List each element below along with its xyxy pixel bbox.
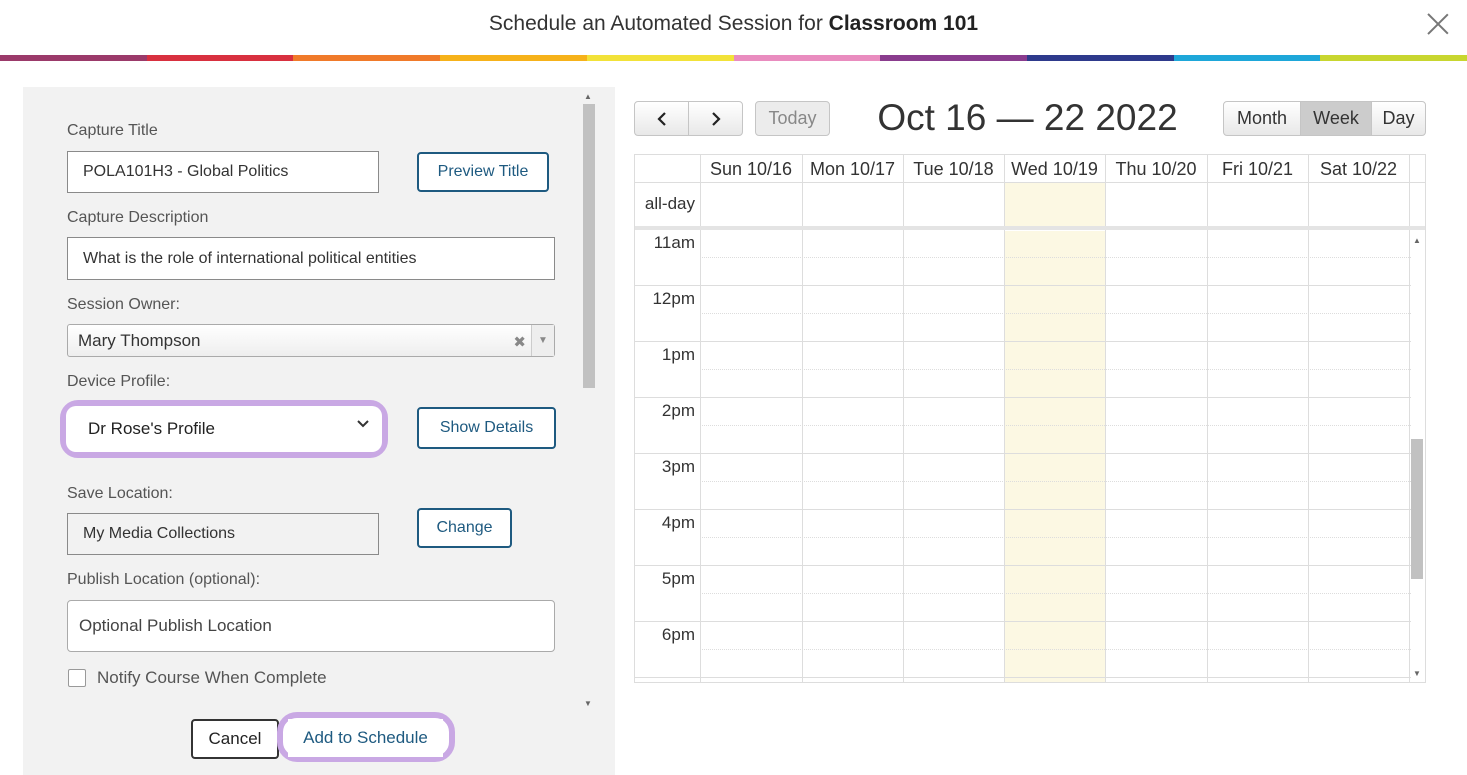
change-button[interactable]: Change — [417, 508, 512, 548]
time-label: 2pm — [661, 401, 695, 420]
dialog-title-room: Classroom 101 — [828, 12, 979, 35]
session-owner-value: Mary Thompson — [78, 330, 201, 350]
device-profile-value: Dr Rose's Profile — [88, 419, 216, 438]
grid-line — [635, 565, 1411, 566]
rainbow-segment — [734, 55, 881, 61]
grid-line — [635, 341, 1411, 342]
grid-line — [1308, 155, 1309, 683]
notify-checkbox[interactable] — [68, 669, 86, 687]
grid-line — [700, 537, 1411, 538]
grid-line — [635, 453, 1411, 454]
day-header-sat: Sat 10/22 — [1319, 159, 1398, 179]
time-label: 11am — [653, 233, 695, 252]
scroll-down-icon[interactable]: ▼ — [584, 699, 592, 708]
grid-line — [700, 257, 1411, 258]
view-month-button[interactable]: Month — [1223, 101, 1301, 136]
rainbow-segment — [1174, 55, 1321, 61]
dialog-title — [0, 12, 1467, 36]
rainbow-segment — [0, 55, 147, 61]
time-label: 1pm — [661, 345, 695, 364]
publish-location-input[interactable]: Optional Publish Location — [67, 600, 555, 652]
dropdown-arrow-icon[interactable]: ▼ — [531, 325, 554, 356]
rainbow-segment — [440, 55, 587, 61]
grid-line — [700, 313, 1411, 314]
grid-line — [903, 155, 904, 683]
grid-line — [802, 155, 803, 683]
time-label: 12pm — [652, 289, 695, 308]
today-allday-cell — [1004, 183, 1105, 227]
capture-description-label: Capture Description — [67, 209, 209, 226]
grid-line — [635, 621, 1411, 622]
view-day-button[interactable]: Day — [1371, 101, 1426, 136]
session-owner-label: Session Owner: — [67, 296, 180, 313]
grid-line — [1409, 155, 1410, 683]
rainbow-segment — [880, 55, 1027, 61]
grid-line — [1004, 155, 1005, 683]
time-label: 5pm — [661, 569, 695, 588]
allday-label: all-day — [644, 194, 695, 213]
publish-location-label: Publish Location (optional): — [67, 571, 261, 588]
rainbow-segment — [1320, 55, 1467, 61]
time-label: 3pm — [661, 457, 695, 476]
day-header-thu: Thu 10/20 — [1115, 159, 1197, 179]
day-header-wed: Wed 10/19 — [1011, 159, 1098, 179]
capture-title-label: Capture Title — [67, 122, 158, 139]
session-owner-select[interactable] — [67, 324, 555, 357]
grid-line — [700, 155, 701, 683]
grid-line — [700, 481, 1411, 482]
today-column — [1004, 231, 1105, 682]
grid-line — [1207, 155, 1208, 683]
show-details-button[interactable]: Show Details — [417, 407, 556, 449]
rainbow-segment — [587, 55, 734, 61]
scroll-up-icon[interactable]: ▲ — [584, 92, 592, 101]
grid-line — [700, 649, 1411, 650]
grid-line — [700, 593, 1411, 594]
grid-line — [700, 425, 1411, 426]
day-header-tue: Tue 10/18 — [913, 159, 994, 179]
rainbow-segment — [1027, 55, 1174, 61]
time-label: 6pm — [661, 625, 695, 644]
view-week-button[interactable]: Week — [1300, 101, 1372, 136]
notify-label: Notify Course When Complete — [97, 668, 327, 687]
grid-line — [635, 397, 1411, 398]
dialog-header — [0, 0, 1467, 56]
device-profile-label: Device Profile: — [67, 373, 171, 390]
form-scrollbar-thumb[interactable] — [583, 104, 595, 388]
prev-week-button[interactable] — [634, 101, 689, 136]
save-location-input: My Media Collections — [67, 513, 379, 555]
grid-line — [635, 677, 1411, 678]
chevron-left-icon — [656, 111, 668, 127]
capture-title-input[interactable]: POLA101H3 - Global Politics — [67, 151, 379, 193]
rainbow-segment — [147, 55, 294, 61]
day-header-fri: Fri 10/21 — [1221, 159, 1294, 179]
grid-line — [1105, 155, 1106, 683]
rainbow-divider — [0, 55, 1467, 61]
time-label: 4pm — [661, 513, 695, 532]
today-button[interactable]: Today — [755, 101, 830, 136]
calendar-scroll-up-icon[interactable]: ▲ — [1413, 236, 1421, 245]
clear-icon[interactable]: ✖ — [513, 334, 526, 351]
chevron-down-icon — [356, 416, 370, 432]
add-to-schedule-button[interactable]: Add to Schedule — [288, 719, 443, 757]
next-week-button[interactable] — [688, 101, 743, 136]
close-icon[interactable] — [1425, 11, 1451, 37]
save-location-label: Save Location: — [67, 485, 173, 502]
calendar-scroll-down-icon[interactable]: ▼ — [1413, 669, 1421, 678]
capture-description-input[interactable]: What is the role of international political entities — [67, 237, 555, 280]
device-profile-select[interactable] — [66, 406, 382, 452]
grid-line — [635, 285, 1411, 286]
dialog-title-prefix: Schedule an Automated Session for — [488, 12, 829, 35]
calendar-scrollbar-thumb[interactable] — [1411, 439, 1423, 579]
cancel-button[interactable]: Cancel — [191, 719, 279, 759]
chevron-right-icon — [710, 111, 722, 127]
day-header-sun: Sun 10/16 — [709, 159, 793, 179]
day-header-mon: Mon 10/17 — [809, 159, 896, 179]
preview-title-button[interactable]: Preview Title — [417, 152, 549, 192]
grid-line — [635, 226, 1425, 230]
grid-line — [635, 509, 1411, 510]
rainbow-segment — [293, 55, 440, 61]
calendar-range-title: Oct 16 — 22 2022 — [877, 97, 1178, 138]
grid-line — [700, 369, 1411, 370]
